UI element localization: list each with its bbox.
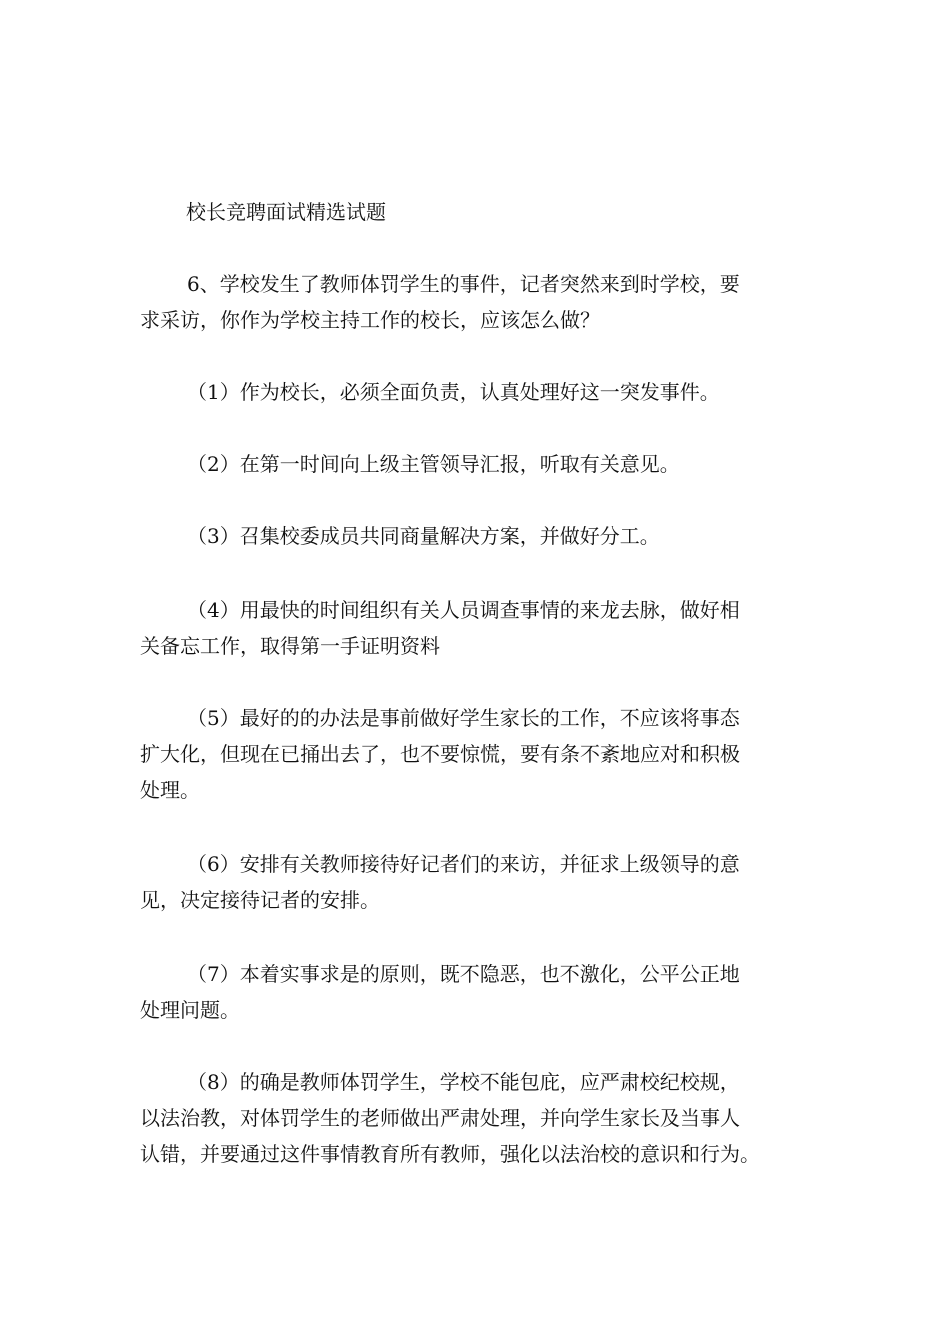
paragraph-line: 认错，并要通过这件事情教育所有教师，强化以法治校的意识和行为。 xyxy=(140,1142,760,1166)
answer-item-1 xyxy=(140,374,830,410)
answer-item-3 xyxy=(140,518,830,554)
answer-item-5 xyxy=(140,700,830,808)
paragraph-line: 求采访，你作为学校主持工作的校长，应该怎么做？ xyxy=(140,308,600,332)
document-title: 校长竞聘面试精选试题 xyxy=(186,200,386,224)
paragraph-line: （5）最好的的办法是事前做好学生家长的工作，不应该将事态 xyxy=(187,706,740,730)
answer-item-6 xyxy=(140,846,830,918)
paragraph-line: 关备忘工作，取得第一手证明资料 xyxy=(140,634,440,658)
paragraph-line: 以法治教，对体罚学生的老师做出严肃处理，并向学生家长及当事人 xyxy=(140,1106,740,1130)
paragraph-line: 处理。 xyxy=(140,778,200,802)
answer-item-2 xyxy=(140,446,830,482)
paragraph-line: 处理问题。 xyxy=(140,998,240,1022)
answer-item-8 xyxy=(140,1064,830,1172)
paragraph-line: （4）用最快的时间组织有关人员调查事情的来龙去脉，做好相 xyxy=(187,598,740,622)
paragraph-line: （2）在第一时间向上级主管领导汇报，听取有关意见。 xyxy=(187,452,680,476)
answer-item-4 xyxy=(140,592,830,664)
paragraph-line: （1）作为校长，必须全面负责，认真处理好这一突发事件。 xyxy=(187,380,720,404)
paragraph-line: （8）的确是教师体罚学生，学校不能包庇，应严肃校纪校规， xyxy=(187,1070,740,1094)
answer-item-7 xyxy=(140,956,830,1028)
paragraph-line: 扩大化，但现在已捅出去了，也不要惊慌，要有条不紊地应对和积极 xyxy=(140,742,740,766)
paragraph-line: 见，决定接待记者的安排。 xyxy=(140,888,380,912)
paragraph-line: （6）安排有关教师接待好记者们的来访，并征求上级领导的意 xyxy=(187,852,740,876)
question-paragraph xyxy=(140,266,830,338)
paragraph-line: （7）本着实事求是的原则，既不隐恶，也不激化，公平公正地 xyxy=(187,962,740,986)
paragraph-line: 6、学校发生了教师体罚学生的事件，记者突然来到时学校，要 xyxy=(187,272,740,296)
paragraph-line: （3）召集校委成员共同商量解决方案，并做好分工。 xyxy=(187,524,660,548)
